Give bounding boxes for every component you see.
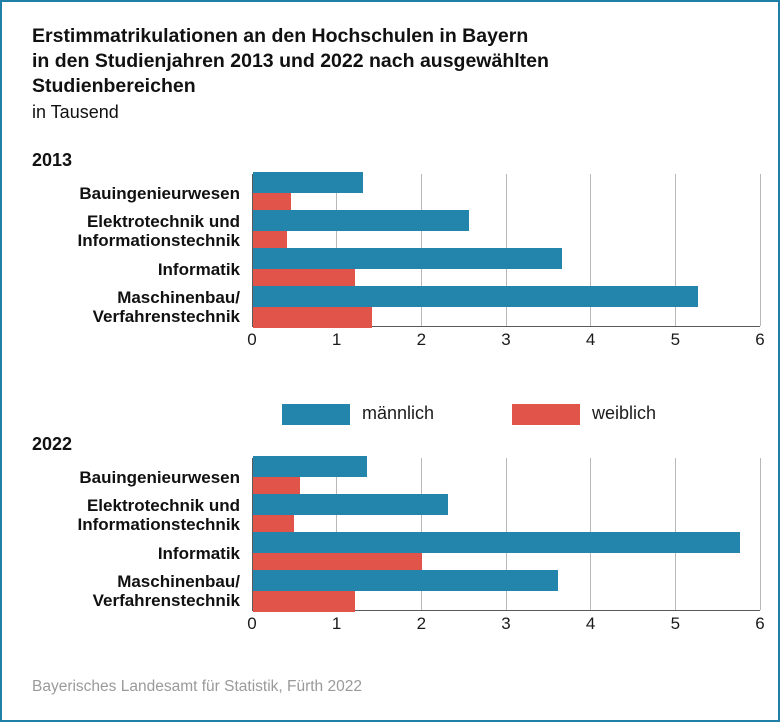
category-label xyxy=(2,572,240,610)
x-tick-label: 0 xyxy=(247,330,257,349)
category-label-line: Verfahrenstechnik xyxy=(92,591,240,610)
x-tick-label: 2 xyxy=(416,614,427,633)
x-tick-label: 3 xyxy=(501,330,511,349)
category-label-line: Bauingenieurwesen xyxy=(79,467,240,487)
page-title xyxy=(32,24,732,125)
title-line-2: in den Studienjahren 2013 und 2022 nach ausgewählten xyxy=(32,50,549,72)
category-label xyxy=(2,468,240,487)
category-label xyxy=(2,260,240,279)
x-tick-label: 4 xyxy=(585,330,596,349)
bar-female xyxy=(253,591,355,612)
panel-year-label-2013: 2013 xyxy=(32,150,73,170)
x-tick-label: 3 xyxy=(501,614,511,633)
title-line-3: Studienbereichen xyxy=(32,75,196,97)
x-tick-label: 4 xyxy=(585,614,596,633)
gridline xyxy=(760,174,761,326)
x-tick-label: 1 xyxy=(331,614,342,633)
bar-male xyxy=(253,532,740,553)
plot-area-2022 xyxy=(77,458,765,633)
gridline xyxy=(760,458,761,610)
bar-male xyxy=(253,570,558,591)
category-label-line: Informationstechnik xyxy=(77,515,240,534)
bar-male xyxy=(253,286,698,307)
category-label-line: Informatik xyxy=(157,259,240,279)
chart-legend xyxy=(282,402,702,428)
x-tick-label: 5 xyxy=(670,614,681,633)
panel-year-label-2022: 2022 xyxy=(32,434,73,454)
category-label-line: Informatik xyxy=(157,543,240,563)
x-tick-label: 6 xyxy=(755,330,765,349)
title-line-1: Erstimmatrikulationen an den Hochschulen in Bayern xyxy=(32,25,529,47)
category-label xyxy=(2,496,240,534)
legend-swatch-male xyxy=(282,404,350,425)
category-label xyxy=(2,184,240,203)
plot-area-2013 xyxy=(77,174,765,349)
category-label xyxy=(2,212,240,250)
legend-label-male: männlich xyxy=(362,403,435,423)
title-unit: in Tausend xyxy=(32,102,119,122)
x-tick-label: 0 xyxy=(247,614,257,633)
bar-male xyxy=(253,248,562,269)
x-tick-label: 5 xyxy=(670,330,681,349)
chart-panel-2013 xyxy=(2,150,780,380)
category-label-line: Maschinenbau/ xyxy=(117,288,240,307)
category-label-line: Informationstechnik xyxy=(77,231,240,250)
category-label xyxy=(2,288,240,326)
bar-male xyxy=(253,456,367,477)
category-label-line: Elektrotechnik und xyxy=(86,496,240,515)
x-tick-label: 1 xyxy=(331,330,342,349)
category-label xyxy=(2,544,240,563)
bar-female xyxy=(253,307,372,328)
legend-swatch-female xyxy=(512,404,580,425)
category-label-line: Verfahrenstechnik xyxy=(92,307,240,326)
category-label-line: Maschinenbau/ xyxy=(117,572,240,591)
chart-panel-2022 xyxy=(2,434,780,664)
legend-label-female: weiblich xyxy=(592,403,657,423)
x-tick-label: 2 xyxy=(416,330,427,349)
category-label-line: Elektrotechnik und xyxy=(86,212,240,231)
x-tick-label: 6 xyxy=(755,614,765,633)
category-label-line: Bauingenieurwesen xyxy=(79,183,240,203)
source-note: Bayerisches Landesamt für Statistik, Fürth 2022 xyxy=(32,678,362,695)
bar-male xyxy=(253,210,469,231)
bar-male xyxy=(253,172,363,193)
bar-male xyxy=(253,494,448,515)
